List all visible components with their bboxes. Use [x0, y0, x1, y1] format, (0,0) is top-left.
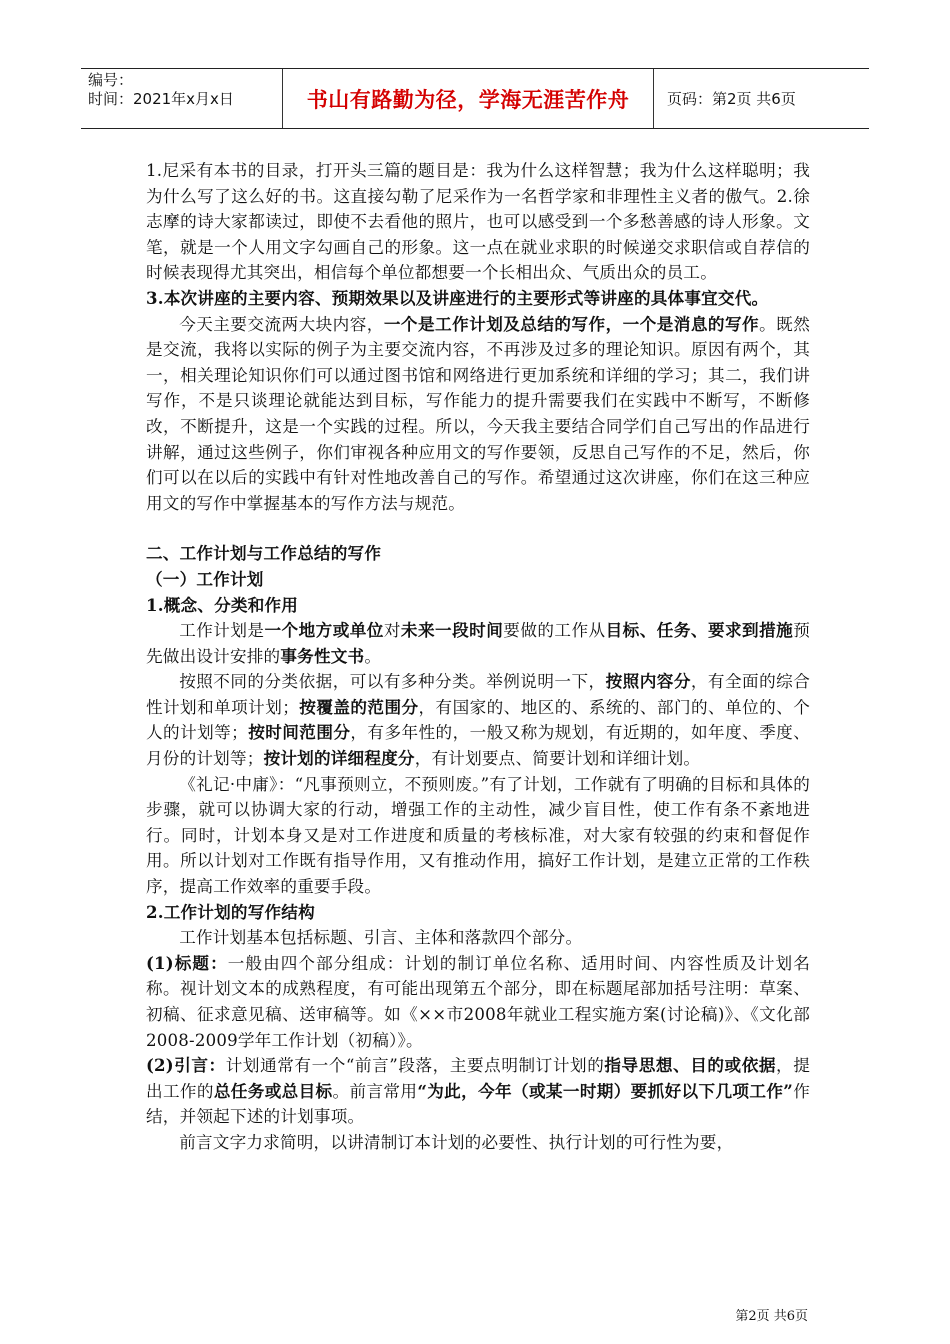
- doc-date-label: 时间：2021年x月x日: [88, 90, 234, 108]
- header-page-label: 页码：第2页 共6页: [667, 90, 796, 108]
- paragraph-definition: 工作计划是一个地方或单位对未来一段时间要做的工作从目标、任务、要求到措施预先做出设计安排的事务性文书。: [146, 620, 811, 666]
- section-heading-2: 二、工作计划与工作总结的写作: [146, 543, 382, 564]
- header-motto: 书山有路勤为径，学海无涯苦作舟: [283, 69, 654, 128]
- page-header: [81, 68, 869, 129]
- paragraph-today-topics: 今天主要交流两大块内容，一个是工作计划及总结的写作，一个是消息的写作。既然是交流，我将以实际的例子为主要交流内容，不再涉及过多的理论知识。原因有两个，其一，相关理论知识你们可以通过图书馆和网络进行更加系统和详细的学习；其二，我们讲写作，不是只谈理论就能达到目标，写作能力的提升需要我们在实践中不断写，不断修改，不断提升，这是一个实践的过程。所以，今天我主要结合同学们自己写出的作品进行讲解，通过这些例子，你们审视各种应用文的写作要领，反思自己写作的不足，然后，你们可以在以后的实践中有针对性地改善自己的写作。希望通过这次讲座，你们在这三种应用文的写作中掌握基本的写作方法与规范。: [146, 313, 810, 513]
- paragraph-nietzsche: 1.尼采有本书的目录，打开头三篇的题目是：我为什么这样智慧；我为什么这样聪明；我为什么写了这么好的书。这直接勾勒了尼采作为一名哲学家和非理性主义者的傲气。2.徐志摩的诗大家都读过，即使不去看他的照片，也可以感受到一个多愁善感的诗人形象。文笔，就是一个人用文字勾画自己的形象。这一点在就业求职的时候递交求职信或自荐信的时候表现得尤其突出，相信每个单位都想要一个长相出众、气质出众的员工。: [146, 161, 810, 283]
- heading-lecture-content: 3.本次讲座的主要内容、预期效果以及讲座进行的主要形式等讲座的具体事宜交代。: [146, 287, 769, 308]
- header-meta: [81, 69, 283, 128]
- subheading-structure: 2.工作计划的写作结构: [146, 901, 315, 922]
- paragraph-preface-note: 前言文字力求简明，以讲清制订本计划的必要性、执行计划的可行性为要，: [179, 1132, 734, 1152]
- paragraph-classification: 按照不同的分类依据，可以有多种分类。举例说明一下，按照内容分，有全面的综合性计划和单项计划；按覆盖的范围分，有国家的、地区的、系统的、部门的、单位的、个人的计划等；按时间范围分，有多年性的，一般又称为规划，有近期的，如年度、季度、月份的计划等；按计划的详细程度分，有计划要点、简要计划和详细计划。: [146, 671, 811, 769]
- subheading-concept: 1.概念、分类和作用: [146, 594, 299, 615]
- paragraph-liji: 《礼记·中庸》：“凡事预则立，不预则废。”有了计划，工作就有了明确的目标和具体的步骤，就可以协调大家的行动，增强工作的主动性，减少盲目性，使工作有条不紊地进行。同时，计划本身又是对工作进度和质量的考核标准，对大家有较强的约束和督促作用。所以计划对工作既有指导作用，又有推动作用，搞好工作计划，是建立正常的工作秩序，提高工作效率的重要手段。: [146, 774, 810, 897]
- doc-number-label: 编号：: [88, 71, 134, 89]
- subsection-heading-work-plan: （一）工作计划: [146, 568, 264, 589]
- page-footer: 第2页 共6页: [735, 1309, 808, 1324]
- paragraph-title-part: (1)标题：一般由四个部分组成：计划的制订单位名称、适用时间、内容性质及计划名称。视计划文本的成熟程度，有可能出现第五个部分，即在标题尾部加括号注明：草案、初稿、征求意见稿、送审稿等。如《××市2008年就业工程实施方案(讨论稿)》、《文化部2008-2009学年工作计划（初稿）》。: [146, 952, 810, 1050]
- paragraph-structure-intro: 工作计划基本包括标题、引言、主体和落款四个部分。: [179, 928, 583, 948]
- paragraph-preface-part: (2)引言：计划通常有一个“前言”段落，主要点明制订计划的指导思想、目的或依据，提出工作的总任务或总目标。前言常用“为此，今年（或某一时期）要抓好以下几项工作”作结，并领起下述的计划事项。: [146, 1055, 810, 1127]
- document-body: [146, 158, 810, 1156]
